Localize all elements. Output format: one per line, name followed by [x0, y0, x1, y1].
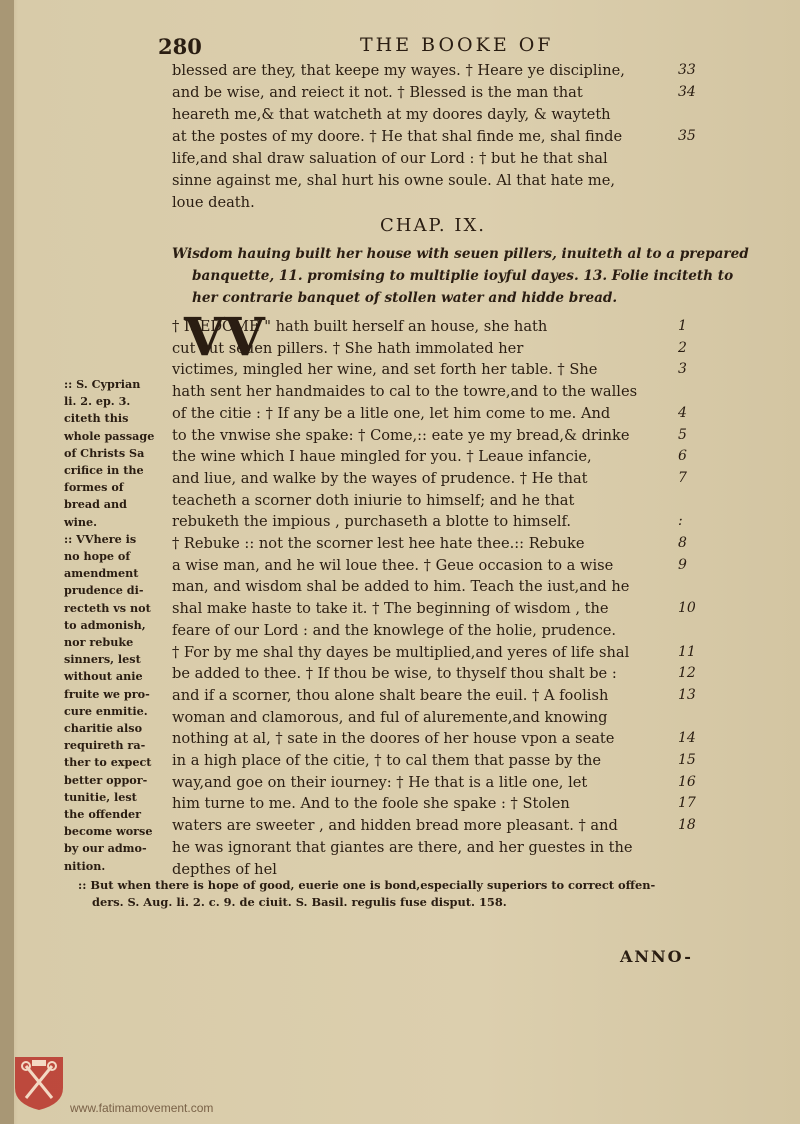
text-line: waters are sweeter , and hidden bread more pleasant. † and [172, 817, 618, 835]
margin-note-line: li. 2. ep. 3. [64, 394, 131, 409]
margin-note-line: no hope of [64, 549, 131, 563]
text-line: rebuketh the impious , purchaseth a blotte to himself. [172, 513, 572, 531]
verse-number: 15 [678, 752, 696, 768]
margin-note-line: better oppor- [64, 772, 148, 787]
text-line: hath sent her handmaides to cal to the towre,and to the walles [172, 383, 638, 401]
margin-note-line: nition. [64, 858, 106, 873]
catchword: ANNO- [620, 947, 693, 966]
margin-note-line: charitie also [64, 721, 143, 735]
margin-note-line: bread and [64, 497, 128, 512]
text-line: the wine which I haue mingled for you. † Leaue infancie, [172, 448, 592, 466]
verse-number: 9 [678, 556, 687, 573]
verse-number: 7 [678, 469, 687, 486]
margin-note-line: wine. [64, 514, 98, 529]
text-line: him turne to me. And to the foole she spake : † Stolen [172, 795, 570, 813]
margin-note-line: recteth vs not [64, 600, 151, 615]
text-line: cut out seuen pillers. † She hath immolated her [172, 339, 524, 357]
verse-number: 4 [678, 404, 687, 421]
margin-note-line: whole passage [64, 428, 155, 443]
verse-number: 6 [678, 448, 687, 465]
verse-number: : [678, 513, 683, 530]
margin-note-line: :: VVhere is [64, 531, 137, 546]
page-gutter [0, 0, 14, 1124]
verse-number: 17 [678, 795, 696, 812]
verse-number: 13 [678, 686, 696, 703]
verse-number: 12 [678, 665, 696, 682]
verse-number: 33 [678, 62, 696, 78]
argument-line: her contrarie banquet of stollen water and hidde bread. [192, 290, 618, 306]
text-line: in a high place of the citie, † to cal them that passe by the [172, 752, 601, 769]
margin-note-line: become worse [64, 824, 153, 839]
text-line: shal make haste to take it. † The beginning of wisdom , the [172, 600, 609, 618]
text-line: blessed are they, that keepe my wayes. † Heare ye discipline, [172, 62, 625, 79]
text-line: † Rebuke :: not the scorner lest hee hate thee.:: Rebuke [172, 535, 585, 552]
chapter-heading: CHAP. IX. [380, 215, 487, 236]
text-line: and if a scorner, thou alone shalt beare the euil. † A foolish [172, 686, 609, 704]
margin-note-line: :: S. Cyprian [64, 377, 141, 391]
margin-note-line: without anie [64, 669, 143, 684]
text-line: and liue, and walke by the wayes of prudence. † He that [172, 469, 588, 487]
text-line: to the vnwise she spake: † Come,:: eate ye my bread,& drinke [172, 426, 630, 444]
text-line: † For by me shal thy dayes be multiplied,and yeres of life shal [172, 643, 630, 661]
margin-note-line: tunitie, lest [64, 789, 137, 804]
verse-number: 18 [678, 817, 696, 834]
text-line: man, and wisdom shal be added to him. Teach the iust,and he [172, 578, 630, 596]
margin-note-line: prudence di- [64, 583, 144, 598]
margin-note-line: fruite we pro- [64, 686, 150, 701]
verse-number: 10 [678, 600, 696, 617]
verse-number: 3 [678, 361, 687, 378]
drop-capital: VV [184, 307, 265, 368]
margin-note-line: ther to expect [64, 755, 152, 770]
text-line: teacheth a scorner doth iniurie to himself; and he that [172, 491, 575, 509]
page-header [0, 34, 800, 58]
text-line: and be wise, and reiect it not. † Blessed is the man that [172, 84, 583, 101]
margin-note-line: of Christs Sa [64, 445, 145, 460]
verse-number: 1 [678, 318, 687, 334]
papal-keys-logo-icon [12, 1054, 66, 1112]
argument-line: banquette, 11. promising to multiplie ioyful dayes. 13. Folie inciteth to [192, 268, 734, 284]
text-line: he was ignorant that giantes are there, and her guestes in the [172, 838, 633, 856]
text-line: of the citie : † If any be a litle one, let him come to me. And [172, 404, 611, 422]
text-line: life,and shal draw saluation of our Lord : † but he that shal [172, 150, 608, 167]
verse-number: 14 [678, 730, 696, 747]
verse-number: 2 [678, 339, 687, 356]
text-line: heareth me,& that watcheth at my doores dayly, & wayteth [172, 106, 611, 123]
margin-note-line: formes of [64, 480, 124, 495]
argument-line: Wisdom hauing built her house with seuen pillers, inuiteth al to a prepared [172, 246, 749, 262]
text-line: victimes, mingled her wine, and set forth her table. † She [172, 361, 598, 379]
verse-number: 8 [678, 535, 687, 551]
margin-note-line: by our admo- [64, 841, 147, 856]
text-line: loue death. [172, 194, 255, 211]
text-line: way,and goe on their iourney: † He that is a litle one, let [172, 773, 588, 791]
verse-number: 5 [678, 426, 687, 443]
verse-number: 34 [678, 84, 696, 100]
verse-number: 16 [678, 773, 696, 790]
margin-note-line: citeth this [64, 411, 129, 426]
margin-note-line: amendment [64, 566, 139, 581]
running-head: THE BOOKE OF [360, 34, 554, 56]
margin-note-line: to admonish, [64, 617, 146, 632]
verse-number: 11 [678, 643, 696, 660]
text-line: nothing at al, † sate in the doores of her house vpon a seate [172, 730, 615, 748]
margin-note-line: cure enmitie. [64, 703, 148, 718]
footnote-line: ders. S. Aug. li. 2. c. 9. de ciuit. S. Basil. regulis fuse disput. 158. [92, 895, 507, 909]
margin-note-line: nor rebuke [64, 635, 134, 649]
margin-note-line: crifice in the [64, 463, 144, 477]
text-line: at the postes of my doore. † He that shal finde me, shal finde [172, 128, 623, 145]
margin-note-line: sinners, lest [64, 652, 141, 667]
margin-note-line: requireth ra- [64, 738, 146, 753]
text-line: † ISEDOME " hath built herself an house, she hath [172, 318, 548, 335]
page-number: 280 [158, 34, 202, 59]
text-line: woman and clamorous, and ful of aluremente,and knowing [172, 708, 608, 726]
verse-number: 35 [678, 128, 696, 144]
text-line: depthes of hel [172, 860, 277, 878]
text-line: feare of our Lord : and the knowlege of the holie, prudence. [172, 621, 617, 639]
website-link[interactable]: www.fatimamovement.com [70, 1101, 214, 1115]
footnote-line: :: But when there is hope of good, euerie one is bond,especially superiors to correct offen- [78, 878, 656, 892]
text-line: be added to thee. † If thou be wise, to thyself thou shalt be : [172, 665, 617, 683]
text-line: sinne against me, shal hurt his owne soule. Al that hate me, [172, 172, 616, 189]
margin-note-line: the offender [64, 807, 142, 821]
text-line: a wise man, and he wil loue thee. † Geue occasion to a wise [172, 556, 614, 574]
